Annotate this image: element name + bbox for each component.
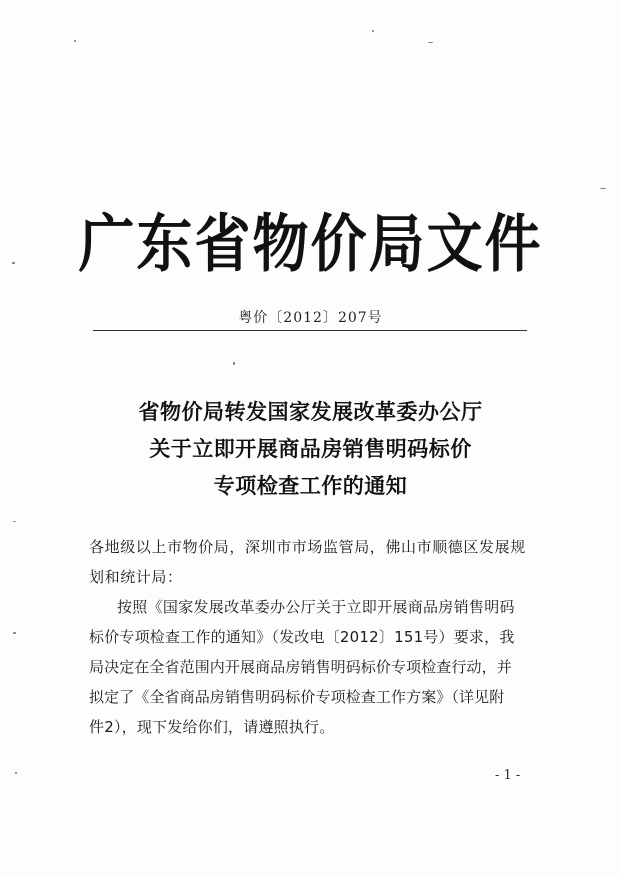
issuer-masthead: 广东省物价局文件 xyxy=(78,207,543,282)
scan-speck xyxy=(428,42,433,43)
body-line-6: 拟定了《全省商品房销售明码标价专项检查工作方案》（详见附 xyxy=(89,688,505,706)
title-line-2: 关于立即开展商品房销售明码标价 xyxy=(149,436,472,461)
page-number: - 1 - xyxy=(495,768,521,783)
scan-speck xyxy=(372,30,374,32)
scan-speck xyxy=(233,362,235,365)
scan-speck xyxy=(74,40,76,42)
body-line-7: 件2），现下发给你们，请遵照执行。 xyxy=(89,718,335,736)
scan-speck xyxy=(13,521,16,522)
title-line-1: 省物价局转发国家发展改革委办公厅 xyxy=(138,399,483,424)
title-line-3: 专项检查工作的通知 xyxy=(213,473,408,498)
scan-speck xyxy=(600,188,606,189)
scan-speck xyxy=(12,262,15,264)
body-line-2: 划和统计局： xyxy=(89,568,183,586)
body-line-5: 局决定在全省范围内开展商品房销售明码标价专项检查行动，并 xyxy=(89,658,512,676)
body-line-4: 标价专项检查工作的通知》（发改电〔2012〕151号）要求，我 xyxy=(89,628,515,646)
scan-speck xyxy=(15,772,17,774)
scan-speck xyxy=(13,632,16,634)
header-divider xyxy=(93,330,527,331)
body-line-3: 按照《国家发展改革委办公厅关于立即开展商品房销售明码 xyxy=(117,598,515,616)
document-number: 粤价〔2012〕207号 xyxy=(238,310,383,326)
body-line-1: 各地级以上市物价局，深圳市市场监管局，佛山市顺德区发展规 xyxy=(89,538,526,556)
